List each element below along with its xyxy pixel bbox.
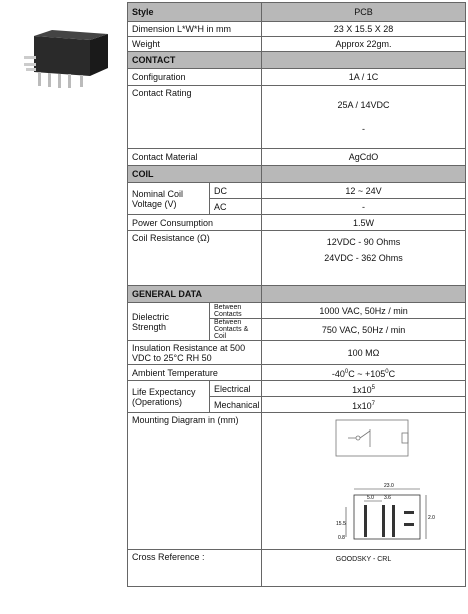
ac-value: - (262, 199, 466, 215)
cross-reference-row (128, 550, 466, 587)
between-contacts-label: Between Contacts (210, 303, 262, 319)
relay-photo (4, 30, 118, 102)
dimension-row (128, 22, 466, 37)
contact-rating-value: 25A / 14VDC (337, 100, 390, 110)
mounting-label: Mounting Diagram in (mm) (128, 413, 262, 550)
nominal-coil-label: Nominal Coil Voltage (V) (128, 183, 210, 215)
configuration-label: Configuration (128, 69, 262, 86)
coil-resistance-24v: 24VDC - 362 Ohms (324, 253, 403, 263)
insulation-row (128, 341, 466, 365)
coil-section (128, 166, 466, 183)
contact-material-label: Contact Material (128, 149, 262, 166)
insulation-value: 100 MΩ (262, 341, 466, 365)
mounting-row (128, 413, 466, 550)
contact-rating-label: Contact Rating (128, 86, 262, 149)
ambient-high: +105 (365, 368, 386, 379)
between-coil-value: 750 VAC, 50Hz / min (262, 319, 466, 341)
contact-rating-dash: - (362, 124, 366, 134)
power-row (128, 215, 466, 231)
coil-resistance-label: Coil Resistance (Ω) (128, 231, 262, 286)
weight-label: Weight (128, 37, 262, 52)
ambient-label: Ambient Temperature (128, 365, 262, 381)
ambient-row (128, 365, 466, 381)
insulation-label: Insulation Resistance at 500 VDC to 25°C RH 50 (128, 341, 262, 365)
contact-material-row (128, 149, 466, 166)
dim-pitch-b: 3.6 (384, 495, 391, 501)
dc-label: DC (210, 183, 262, 199)
mechanical-value: $1x10^7$ (262, 397, 466, 413)
mechanical-label: Mechanical (210, 397, 262, 413)
contact-heading: CONTACT (128, 52, 262, 69)
contact-rating-row (128, 86, 466, 149)
between-coil-label: Between Contacts & Coil (210, 319, 262, 341)
configuration-value: 1A / 1C (262, 69, 466, 86)
dielectric-label: Dielectric Strength (128, 303, 210, 341)
dimension-label: Dimension L*W*H in mm (128, 22, 262, 37)
power-value: 1.5W (262, 215, 466, 231)
mounting-diagram (266, 415, 466, 548)
ambient-value: $-40^0C$ ~ $+105^0C$ (262, 365, 466, 381)
nominal-dc-row (128, 183, 466, 199)
general-section (128, 286, 466, 303)
style-value: PCB (262, 3, 466, 22)
cross-reference-value: GOODSKY - CRL (262, 550, 466, 587)
dielectric-contacts-row (128, 303, 466, 319)
configuration-row (128, 69, 466, 86)
coil-heading: COIL (128, 166, 262, 183)
general-heading: GENERAL DATA (128, 286, 262, 303)
life-electrical-row (128, 381, 466, 397)
cross-reference-label: Cross Reference : (128, 550, 262, 587)
contact-section (128, 52, 466, 69)
ac-label: AC (210, 199, 262, 215)
between-contacts-value: 1000 VAC, 50Hz / min (262, 303, 466, 319)
coil-resistance-12v: 12VDC - 90 Ohms (326, 237, 401, 247)
dim-pitch-a: 5.0 (367, 495, 374, 501)
header-row (128, 3, 466, 22)
electrical-value: $1x10^5$ (262, 381, 466, 397)
life-label: Life Expectancy (Operations) (128, 381, 210, 413)
contact-material-value: AgCdO (262, 149, 466, 166)
power-label: Power Consumption (128, 215, 262, 231)
electrical-label: Electrical (210, 381, 262, 397)
dimension-value: 23 X 15.5 X 28 (262, 22, 466, 37)
dim-gap: 2.0 (428, 515, 435, 521)
spec-table (127, 2, 466, 587)
dim-pin: 0.8 (338, 535, 345, 541)
ambient-low: -40 (331, 368, 345, 379)
weight-row (128, 37, 466, 52)
coil-resistance-row (128, 231, 466, 286)
dim-width: 23.0 (384, 483, 394, 489)
dc-value: 12 ~ 24V (262, 183, 466, 199)
dim-height: 15.5 (336, 521, 346, 527)
weight-value: Approx 22gm. (262, 37, 466, 52)
style-label: Style (128, 3, 262, 22)
